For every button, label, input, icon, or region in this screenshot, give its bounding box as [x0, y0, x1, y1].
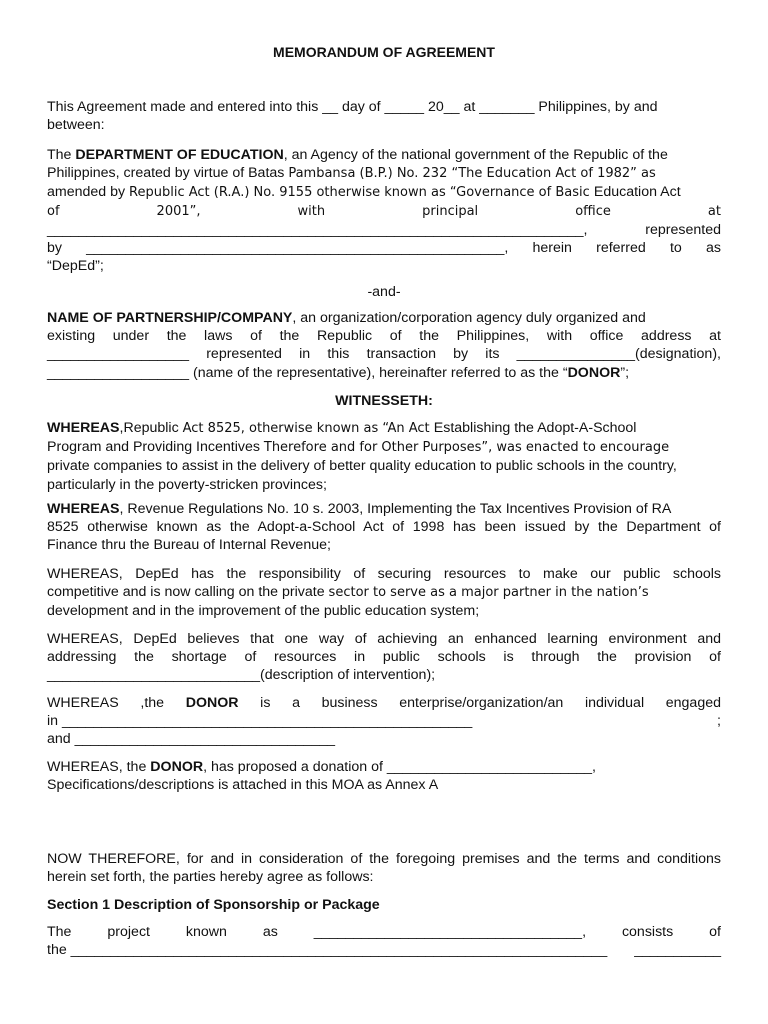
intro-line-2: between:: [47, 117, 105, 134]
whereas-2-line-3: Finance thru the Bureau of Internal Revenue;: [47, 537, 331, 554]
deped-line-5: ____________________________________________________________________, represented: [47, 221, 721, 238]
deped-line-1-rest: , an Agency of the national government of the Republic of the: [283, 147, 668, 163]
whereas-paragraph-3: [47, 565, 721, 621]
whereas-2-line-2: 8525 otherwise known as the Adopt-a-School Act of 1998 has been issued by the Department of: [47, 519, 721, 536]
and-separator: -and-: [367, 284, 401, 300]
document-title: MEMORANDUM OF AGREEMENT: [273, 44, 495, 60]
donor-term: DONOR: [567, 364, 621, 381]
deped-line-2: Philippines, created by virtue of Batas Pambansa (B.P.) No. 232 “The Education Act of 1982” as: [47, 165, 656, 182]
now-therefore-line-1: NOW THEREFORE, for and in consideration of the foregoing premises and the terms and conditions: [47, 851, 721, 867]
company-line-1: NAME OF PARTNERSHIP/COMPANY, an organization/corporation agency duly organized and: [47, 310, 646, 326]
whereas-3-line-1: WHEREAS, DepEd has the responsibility of securing resources to make our public schools: [47, 566, 721, 582]
company-line-3: __________________ represented in this transaction by its _______________(designation),: [47, 346, 721, 363]
deped-name: DEPARTMENT OF EDUCATION: [75, 147, 284, 163]
whereas-1-line-1: WHEREAS,Republic Act 8525, otherwise known as “An Act Establishing the Adopt-A-School: [47, 420, 637, 436]
company-line-2: existing under the laws of the Republic of the Philippines, with office address at: [47, 328, 721, 345]
deped-line-3: amended by Republic Act (R.A.) No. 9155 otherwise known as “Governance of Basic Education Act: [47, 184, 681, 201]
section-1-heading: Section 1 Description of Sponsorship or Package: [47, 897, 380, 913]
whereas-5-line-3: and _________________________________: [47, 731, 335, 748]
intro-line-1: This Agreement made and entered into this __ day of _____ 20__ at _______ Philippines, by and: [47, 99, 658, 115]
whereas-4-line-3: ___________________________(description of intervention);: [47, 667, 436, 684]
whereas-4-line-2: addressing the shortage of resources in public schools is through the provision of: [47, 649, 721, 666]
deped-the: The: [47, 147, 76, 163]
whereas-1-line-3: private companies to assist in the delivery of better quality education to public schools in the country,: [47, 458, 677, 475]
section-1-paragraph: [47, 923, 721, 959]
section-1-line-1: The project known as __________________________________, consists of: [47, 924, 721, 940]
deped-line-7: “DepEd”;: [47, 258, 104, 275]
section-1-line-2: the ____________________________________________________________________ ___________: [47, 942, 721, 959]
whereas-paragraph-2: [47, 500, 721, 555]
now-therefore-line-2: herein set forth, the parties hereby agree as follows:: [47, 869, 374, 886]
whereas-5-line-1: WHEREAS ,the DONOR is a business enterprise/organization/an individual engaged: [47, 695, 721, 711]
whereas-6-line-2: Specifications/descriptions is attached in this MOA as Annex A: [47, 777, 439, 794]
intro-paragraph: [47, 98, 721, 134]
deped-paragraph: [47, 146, 721, 275]
whereas-6-line-1: WHEREAS, the DONOR, has proposed a donation of __________________________,: [47, 759, 596, 775]
whereas-3-line-2: competitive and is now calling on the private sector to serve as a major partner in the nation’s: [47, 584, 649, 601]
company-name: NAME OF PARTNERSHIP/COMPANY: [47, 310, 293, 326]
whereas-paragraph-5: [47, 694, 721, 749]
witnesseth-heading: WITNESSETH:: [335, 393, 433, 409]
deped-line-4: of 2001”, with principal office at: [47, 203, 721, 219]
donor-term-3: DONOR: [150, 759, 204, 775]
whereas-paragraph-1: [47, 419, 721, 494]
donor-term-2: DONOR: [185, 695, 239, 711]
now-therefore-paragraph: [47, 850, 721, 886]
deped-line-1: [47, 146, 721, 164]
deped-line-6: by _____________________________________________________, herein referred to as: [47, 240, 721, 257]
whereas-4-line-1: WHEREAS, DepEd believes that one way of achieving an enhanced learning environment and: [47, 631, 721, 647]
whereas-5-line-2: in ____________________________________________________ ;: [47, 713, 721, 730]
whereas-3-line-3: development and in the improvement of the public education system;: [47, 603, 480, 620]
whereas-1-line-2: Program and Providing Incentives Therefore and for Other Purposes”, was enacted to encourage: [47, 439, 670, 456]
whereas-paragraph-4: [47, 630, 721, 685]
whereas-1-line-4: particularly in the poverty-stricken provinces;: [47, 476, 327, 493]
company-paragraph: [47, 309, 721, 382]
whereas-paragraph-6: [47, 758, 721, 794]
company-line-4: __________________ (name of the representative), hereinafter referred to as the “DONOR”;: [47, 364, 630, 381]
whereas-2-line-1: WHEREAS, Revenue Regulations No. 10 s. 2003, Implementing the Tax Incentives Provision of RA: [47, 501, 672, 517]
